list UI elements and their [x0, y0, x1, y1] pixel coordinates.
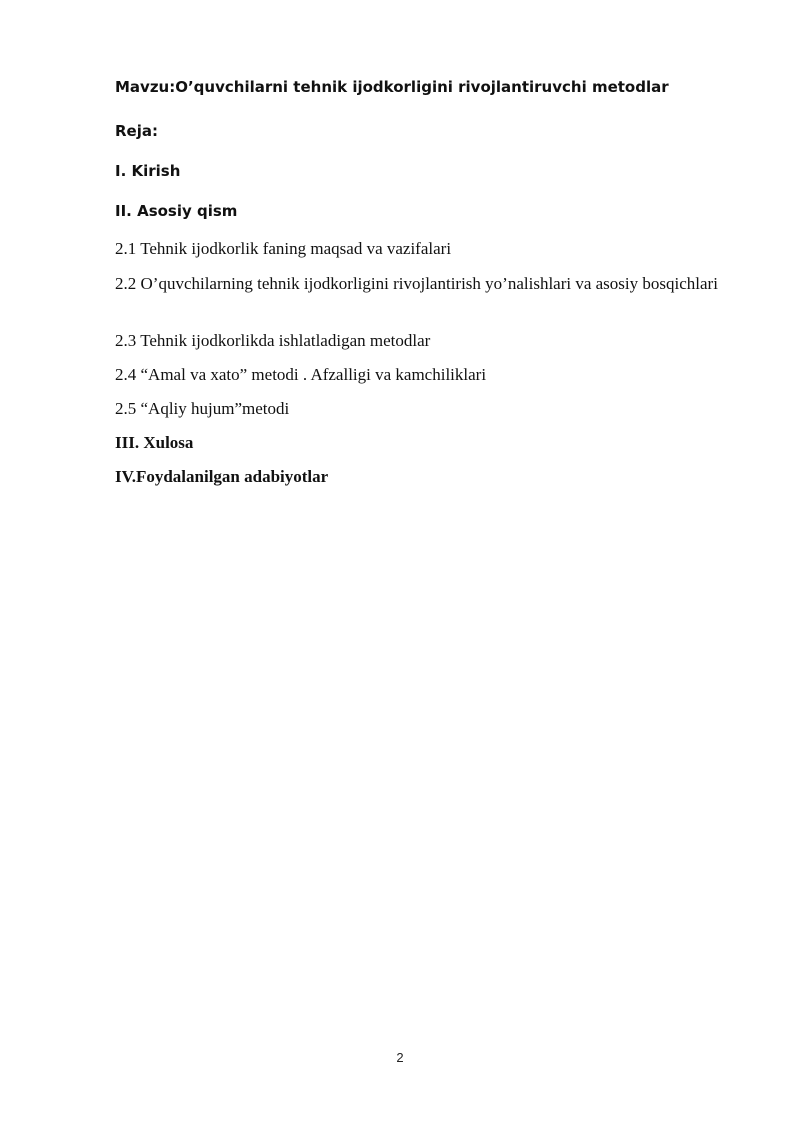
- item-2-2: 2.2 O’quvchilarning tehnik ijodkorligini rivojlantirish yo’nalishlari va asosiy bosqichlari: [115, 274, 718, 293]
- section-intro: I. Kirish: [115, 162, 181, 180]
- document-title: Mavzu:O’quvchilarni tehnik ijodkorligini rivojlantiruvchi metodlar: [115, 78, 669, 96]
- item-2-3: 2.3 Tehnik ijodkorlikda ishlatladigan metodlar: [115, 331, 431, 350]
- section-conclusion: III. Xulosa: [115, 433, 194, 452]
- page-number: 2: [396, 1050, 404, 1065]
- item-2-4: 2.4 “Amal va xato” metodi . Afzalligi va kamchiliklari: [115, 365, 487, 384]
- section-references: IV.Foydalanilgan adabiyotlar: [115, 467, 329, 486]
- item-2-5: 2.5 “Aqliy hujum”metodi: [115, 399, 290, 418]
- plan-heading: Reja:: [115, 122, 158, 140]
- item-2-1: 2.1 Tehnik ijodkorlik faning maqsad va vazifalari: [115, 239, 452, 258]
- section-main: II. Asosiy qism: [115, 202, 238, 220]
